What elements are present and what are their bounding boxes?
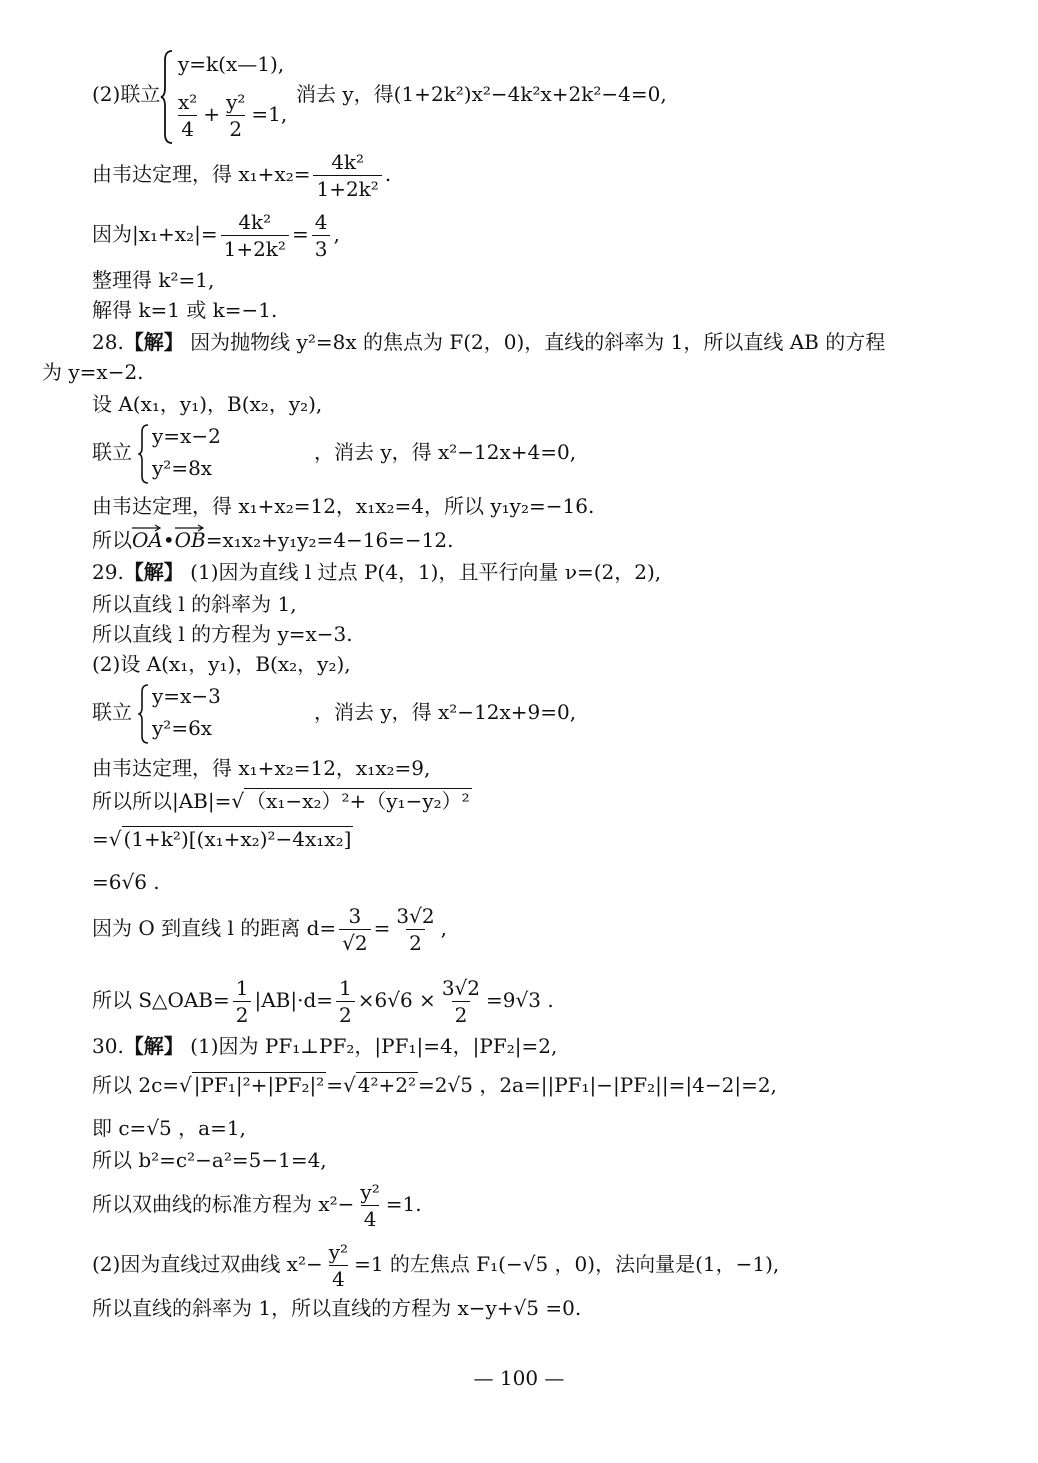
area-line: 所以 S△OAB= $\frac{1}{2}$ |AB|·d= $\frac{1}{2}$ ×6√6 × $\frac{3√2}{2}$ =9√3 . xyxy=(92,976,554,1027)
problem-28-line2: 为 y=x−2. xyxy=(42,360,144,384)
page-number: — 100 — xyxy=(473,1366,565,1390)
frac-half-2: $\frac{1}{2}$ xyxy=(336,976,355,1027)
system-28-eq1: y=x−2 xyxy=(152,424,221,448)
problem-29-line3: 所以直线 l 的方程为 y=x−3. xyxy=(92,622,353,646)
frac-3sqrt2-2: $\frac{3√2}{2}$ xyxy=(396,904,435,955)
vieta-27: 由韦达定理，得 x₁+x₂= $\frac{\text{4k²}}{\text{1+2k²}}$ . xyxy=(92,150,392,201)
sqrt-chord: √ (1+k²)[(x₁+x₂)²−4x₁x₂] xyxy=(108,827,352,851)
line-k-solution: 解得 k=1 或 k=−1. xyxy=(92,298,278,322)
frac-4-3: $\frac{4}{3}$ xyxy=(312,210,331,261)
frac-y2-2: $\frac{\text{y²}}{2}$ xyxy=(226,90,246,141)
problem-28-line3: 设 A(x₁，y₁)，B(x₂，y₂), xyxy=(92,392,323,416)
focal-distance-line: 所以 2c=√ |PF₁|²+|PF₂|² =√ 4²+2² =2√5 ，2a=||PF₁|−|PF₂||=|4−2|=2, xyxy=(92,1073,777,1097)
frac-half-1: $\frac{1}{2}$ xyxy=(233,976,252,1027)
problem-30-part2: (2)因为直线过双曲线 x²− $\frac{\text{y²}}{4}$ =1 的左焦点 F₁(−√5 ，0)，法向量是(1，−1), xyxy=(92,1240,780,1291)
system-28-eq2: y²=8x xyxy=(152,456,213,480)
brace-28 xyxy=(138,424,150,484)
because-27: 因为|x₁+x₂|= $\frac{\text{4k²}}{\text{1+2k²}}$ = $\frac{4}{3}$ , xyxy=(92,210,340,261)
system-27 xyxy=(92,48,792,144)
problem-29-vieta: 由韦达定理，得 x₁+x₂=12，x₁x₂=9, xyxy=(92,756,431,780)
frac-y2-4b: $\frac{\text{y²}}{4}$ xyxy=(328,1240,349,1291)
system-27-result: 消去 y，得(1+2k²)x²−4k²x+2k²−4=0, xyxy=(296,82,667,106)
solution-tag-30: 【解】 xyxy=(123,1034,184,1058)
system-28-lead: 联立 xyxy=(92,440,132,464)
problem-29-line2: 所以直线 l 的斜率为 1, xyxy=(92,592,297,616)
standard-equation: 所以双曲线的标准方程为 x²− $\frac{\text{y²}}{4}$ =1. xyxy=(92,1180,422,1231)
distance-line: 因为 O 到直线 l 的距离 d= $\frac{3}{√2}$ = $\frac{3√2}{2}$ , xyxy=(92,904,447,955)
line-k-squared: 整理得 k²=1, xyxy=(92,268,215,292)
sqrt-pf: √ |PF₁|²+|PF₂|² xyxy=(179,1073,325,1097)
system-29-eq1: y=x−3 xyxy=(152,684,221,708)
system-29-eq2: y²=6x xyxy=(152,716,213,740)
system-27-eq2: $\frac{\text{x²}}{4}$ + $\frac{\text{y²}}{2}$ =1, xyxy=(172,90,287,141)
solution-tag-29: 【解】 xyxy=(123,560,184,584)
system-29 xyxy=(92,682,792,746)
vector-oa: OA xyxy=(132,528,163,552)
problem-30-line1: 30.【解】 (1)因为 PF₁⊥PF₂，|PF₁|=4，|PF₂|=2, xyxy=(92,1034,558,1058)
brace-29 xyxy=(138,684,150,744)
problem-29-line1: 29.【解】 (1)因为直线 l 过点 P(4，1)，且平行向量 ν=(2，2), xyxy=(92,560,662,584)
problem-30-final: 所以直线的斜率为 1，所以直线的方程为 x−y+√5 =0. xyxy=(92,1296,582,1320)
frac-vieta-27: $\frac{\text{4k²}}{\text{1+2k²}}$ xyxy=(313,150,381,201)
ab-length: 所以所以|AB|=√ （x₁−x₂）²+（y₁−y₂）² xyxy=(92,789,470,813)
vector-arrow-icon xyxy=(175,524,205,532)
solution-tag-28: 【解】 xyxy=(123,330,184,354)
problem-29-line4: (2)设 A(x₁，y₁)，B(x₂，y₂), xyxy=(92,652,351,676)
system-29-lead: 联立 xyxy=(92,700,132,724)
sqrt-4-2: √ 4²+2² xyxy=(343,1073,417,1097)
problem-30-number: 30. xyxy=(92,1034,124,1058)
frac-y2-4: $\frac{\text{y²}}{4}$ xyxy=(360,1180,380,1231)
vector-arrow-icon xyxy=(132,524,162,532)
problem-28-line1: 28.【解】 因为抛物线 y²=8x 的焦点为 F(2，0)，直线的斜率为 1，所以直线 AB 的方程 xyxy=(92,330,886,354)
frac-3sqrt2-2b: $\frac{3√2}{2}$ xyxy=(441,976,481,1027)
problem-28-number: 28. xyxy=(92,330,124,354)
system-27-lead: (2)联立 xyxy=(92,82,161,106)
vector-ob: OB xyxy=(175,528,206,552)
system-28-result: ，消去 y，得 x²−12x+4=0, xyxy=(314,440,577,464)
frac-3-sqrt2: $\frac{3}{√2}$ xyxy=(339,904,370,955)
system-28 xyxy=(92,422,792,486)
frac-x2-4: $\frac{\text{x²}}{4}$ xyxy=(178,90,198,141)
problem-28-dot-product: 所以OA •OB =x₁x₂+y₁y₂=4−16=−12. xyxy=(92,528,454,552)
ab-result: =6√6 . xyxy=(92,870,160,894)
sqrt-ab: √ （x₁−x₂）²+（y₁−y₂）² xyxy=(231,789,470,813)
frac-because-27: $\frac{\text{4k²}}{\text{1+2k²}}$ xyxy=(221,210,289,261)
problem-30-line3: 即 c=√5 ，a=1, xyxy=(92,1116,246,1140)
problem-29-number: 29. xyxy=(92,560,124,584)
ab-chord-formula: =√ (1+k²)[(x₁+x₂)²−4x₁x₂] xyxy=(92,827,352,851)
system-27-eq1: y=k(x—1), xyxy=(178,52,285,76)
problem-28-vieta: 由韦达定理，得 x₁+x₂=12，x₁x₂=4，所以 y₁y₂=−16. xyxy=(92,494,595,518)
system-29-result: ，消去 y，得 x²−12x+9=0, xyxy=(314,700,577,724)
problem-30-line4: 所以 b²=c²−a²=5−1=4, xyxy=(92,1148,327,1172)
